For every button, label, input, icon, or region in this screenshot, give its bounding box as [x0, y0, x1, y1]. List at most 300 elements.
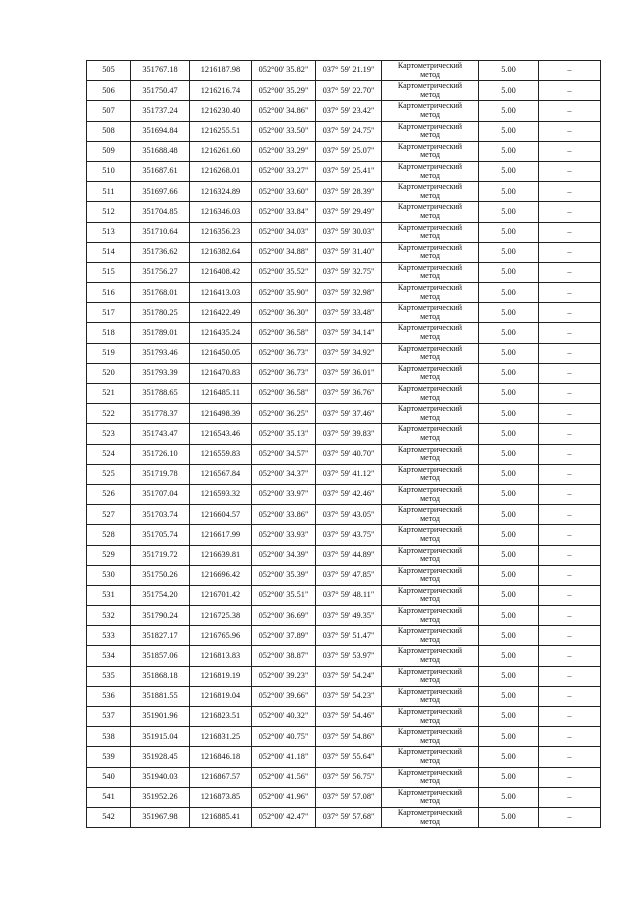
note-cell: –	[539, 222, 601, 242]
method-label-line1: Картометрический	[397, 727, 463, 737]
note-cell: –	[539, 202, 601, 222]
method-label-line2: метод	[420, 412, 440, 422]
longitude-cell: 037° 59' 57.08"	[316, 787, 382, 807]
note-cell: –	[539, 384, 601, 404]
method-label-line2: метод	[420, 291, 440, 301]
accuracy-cell: 5.00	[479, 161, 539, 181]
longitude-cell: 037° 59' 37.46"	[316, 404, 382, 424]
method-label-line2: метод	[420, 473, 440, 483]
y-coordinate-cell: 1216356.23	[190, 222, 252, 242]
method-label-line2: метод	[420, 89, 440, 99]
accuracy-cell: 5.00	[479, 121, 539, 141]
table-body	[87, 61, 601, 828]
method-label-line1: Картометрический	[397, 343, 463, 353]
method-label-line1: Картометрический	[397, 807, 463, 817]
longitude-cell: 037° 59' 43.75"	[316, 525, 382, 545]
longitude-cell: 037° 59' 36.76"	[316, 384, 382, 404]
x-coordinate-cell: 351710.64	[131, 222, 190, 242]
accuracy-cell: 5.00	[479, 767, 539, 787]
longitude-cell: 037° 59' 53.97"	[316, 646, 382, 666]
accuracy-cell: 5.00	[479, 404, 539, 424]
note-cell: –	[539, 323, 601, 343]
latitude-cell: 052°00' 36.58"	[252, 384, 316, 404]
latitude-cell: 052°00' 35.52"	[252, 262, 316, 282]
table-row	[87, 363, 601, 383]
table-row	[87, 404, 601, 424]
y-coordinate-cell: 1216216.74	[190, 81, 252, 101]
method-cell	[382, 464, 479, 484]
method-label-line1: Картометрический	[397, 545, 463, 555]
point-number-cell: 526	[87, 484, 131, 504]
accuracy-cell: 5.00	[479, 686, 539, 706]
longitude-cell: 037° 59' 32.75"	[316, 262, 382, 282]
method-label-line2: метод	[420, 554, 440, 564]
table-row	[87, 323, 601, 343]
method-cell	[382, 666, 479, 686]
note-cell: –	[539, 666, 601, 686]
point-number-cell: 513	[87, 222, 131, 242]
method-label-line2: метод	[420, 109, 440, 119]
method-label-line1: Картометрический	[397, 363, 463, 373]
x-coordinate-cell: 351789.01	[131, 323, 190, 343]
table-row	[87, 787, 601, 807]
point-number-cell: 517	[87, 303, 131, 323]
method-label-line1: Картометрический	[397, 606, 463, 616]
method-label-line2: метод	[420, 130, 440, 140]
longitude-cell: 037° 59' 44.89"	[316, 545, 382, 565]
accuracy-cell: 5.00	[479, 283, 539, 303]
method-label-line1: Картометрический	[397, 222, 463, 232]
table-row	[87, 343, 601, 363]
latitude-cell: 052°00' 33.97"	[252, 484, 316, 504]
table-row	[87, 747, 601, 767]
table-row	[87, 101, 601, 121]
point-number-cell: 527	[87, 505, 131, 525]
point-number-cell: 537	[87, 707, 131, 727]
latitude-cell: 052°00' 34.57"	[252, 444, 316, 464]
table-row	[87, 303, 601, 323]
table-row	[87, 464, 601, 484]
method-label-line2: метод	[420, 594, 440, 604]
method-cell	[382, 606, 479, 626]
x-coordinate-cell: 351780.25	[131, 303, 190, 323]
method-cell	[382, 242, 479, 262]
method-label-line1: Картометрический	[397, 161, 463, 171]
note-cell: –	[539, 363, 601, 383]
table-row	[87, 202, 601, 222]
longitude-cell: 037° 59' 21.19"	[316, 61, 382, 81]
method-label-line1: Картометрический	[397, 323, 463, 333]
method-label-line1: Картометрический	[397, 121, 463, 131]
latitude-cell: 052°00' 35.29"	[252, 81, 316, 101]
x-coordinate-cell: 351788.65	[131, 384, 190, 404]
point-number-cell: 516	[87, 283, 131, 303]
method-label-line2: метод	[420, 755, 440, 765]
method-label-line1: Картометрический	[397, 81, 463, 91]
method-cell	[382, 161, 479, 181]
y-coordinate-cell: 1216617.99	[190, 525, 252, 545]
method-cell	[382, 626, 479, 646]
point-number-cell: 520	[87, 363, 131, 383]
latitude-cell: 052°00' 34.37"	[252, 464, 316, 484]
x-coordinate-cell: 351750.26	[131, 565, 190, 585]
longitude-cell: 037° 59' 29.49"	[316, 202, 382, 222]
note-cell: –	[539, 787, 601, 807]
method-label-line1: Картометрический	[397, 182, 463, 192]
table-row	[87, 686, 601, 706]
x-coordinate-cell: 351737.24	[131, 101, 190, 121]
method-label-line2: метод	[420, 231, 440, 241]
table-row	[87, 222, 601, 242]
table-row	[87, 807, 601, 827]
note-cell: –	[539, 525, 601, 545]
method-label-line2: метод	[420, 816, 440, 826]
latitude-cell: 052°00' 37.89"	[252, 626, 316, 646]
note-cell: –	[539, 141, 601, 161]
method-label-line1: Картометрический	[397, 424, 463, 434]
method-label-line1: Картометрический	[397, 101, 463, 111]
x-coordinate-cell: 351901.96	[131, 707, 190, 727]
table-row	[87, 141, 601, 161]
method-cell	[382, 202, 479, 222]
point-number-cell: 519	[87, 343, 131, 363]
method-label-line2: метод	[420, 332, 440, 342]
method-label-line2: метод	[420, 271, 440, 281]
note-cell: –	[539, 807, 601, 827]
point-number-cell: 511	[87, 182, 131, 202]
method-cell	[382, 686, 479, 706]
point-number-cell: 531	[87, 585, 131, 605]
table-row	[87, 384, 601, 404]
x-coordinate-cell: 351793.39	[131, 363, 190, 383]
x-coordinate-cell: 351952.26	[131, 787, 190, 807]
longitude-cell: 037° 59' 41.12"	[316, 464, 382, 484]
longitude-cell: 037° 59' 30.03"	[316, 222, 382, 242]
method-label-line1: Картометрический	[397, 262, 463, 272]
x-coordinate-cell: 351778.37	[131, 404, 190, 424]
note-cell: –	[539, 424, 601, 444]
point-number-cell: 528	[87, 525, 131, 545]
longitude-cell: 037° 59' 54.86"	[316, 727, 382, 747]
method-cell	[382, 303, 479, 323]
accuracy-cell: 5.00	[479, 464, 539, 484]
point-number-cell: 523	[87, 424, 131, 444]
method-cell	[382, 585, 479, 605]
table-row	[87, 646, 601, 666]
table-row	[87, 767, 601, 787]
table-row	[87, 545, 601, 565]
longitude-cell: 037° 59' 43.05"	[316, 505, 382, 525]
latitude-cell: 052°00' 41.18"	[252, 747, 316, 767]
x-coordinate-cell: 351750.47	[131, 81, 190, 101]
x-coordinate-cell: 351726.10	[131, 444, 190, 464]
latitude-cell: 052°00' 33.27"	[252, 161, 316, 181]
longitude-cell: 037° 59' 49.35"	[316, 606, 382, 626]
method-label-line2: метод	[420, 352, 440, 362]
accuracy-cell: 5.00	[479, 505, 539, 525]
note-cell: –	[539, 767, 601, 787]
y-coordinate-cell: 1216422.49	[190, 303, 252, 323]
method-label-line1: Картометрический	[397, 525, 463, 535]
longitude-cell: 037° 59' 54.24"	[316, 666, 382, 686]
y-coordinate-cell: 1216346.03	[190, 202, 252, 222]
longitude-cell: 037° 59' 47.85"	[316, 565, 382, 585]
method-label-line1: Картометрический	[397, 686, 463, 696]
method-label-line1: Картометрический	[397, 464, 463, 474]
longitude-cell: 037° 59' 24.75"	[316, 121, 382, 141]
longitude-cell: 037° 59' 39.83"	[316, 424, 382, 444]
point-number-cell: 521	[87, 384, 131, 404]
table-row	[87, 606, 601, 626]
accuracy-cell: 5.00	[479, 424, 539, 444]
latitude-cell: 052°00' 34.86"	[252, 101, 316, 121]
longitude-cell: 037° 59' 34.14"	[316, 323, 382, 343]
method-cell	[382, 727, 479, 747]
table-row	[87, 283, 601, 303]
method-cell	[382, 323, 479, 343]
y-coordinate-cell: 1216485.11	[190, 384, 252, 404]
x-coordinate-cell: 351687.61	[131, 161, 190, 181]
note-cell: –	[539, 464, 601, 484]
point-number-cell: 505	[87, 61, 131, 81]
latitude-cell: 052°00' 35.13"	[252, 424, 316, 444]
method-cell	[382, 747, 479, 767]
y-coordinate-cell: 1216846.18	[190, 747, 252, 767]
latitude-cell: 052°00' 36.58"	[252, 323, 316, 343]
latitude-cell: 052°00' 36.73"	[252, 363, 316, 383]
y-coordinate-cell: 1216725.38	[190, 606, 252, 626]
longitude-cell: 037° 59' 54.46"	[316, 707, 382, 727]
longitude-cell: 037° 59' 36.01"	[316, 363, 382, 383]
latitude-cell: 052°00' 33.93"	[252, 525, 316, 545]
note-cell: –	[539, 484, 601, 504]
note-cell: –	[539, 747, 601, 767]
latitude-cell: 052°00' 39.23"	[252, 666, 316, 686]
latitude-cell: 052°00' 36.30"	[252, 303, 316, 323]
accuracy-cell: 5.00	[479, 262, 539, 282]
method-label-line1: Картометрический	[397, 404, 463, 414]
method-label-line2: метод	[420, 655, 440, 665]
x-coordinate-cell: 351790.24	[131, 606, 190, 626]
latitude-cell: 052°00' 33.50"	[252, 121, 316, 141]
y-coordinate-cell: 1216604.57	[190, 505, 252, 525]
longitude-cell: 037° 59' 33.48"	[316, 303, 382, 323]
y-coordinate-cell: 1216261.60	[190, 141, 252, 161]
accuracy-cell: 5.00	[479, 242, 539, 262]
x-coordinate-cell: 351967.98	[131, 807, 190, 827]
latitude-cell: 052°00' 38.87"	[252, 646, 316, 666]
note-cell: –	[539, 303, 601, 323]
point-number-cell: 538	[87, 727, 131, 747]
table-row	[87, 424, 601, 444]
method-cell	[382, 545, 479, 565]
latitude-cell: 052°00' 41.56"	[252, 767, 316, 787]
method-label-line1: Картометрический	[397, 747, 463, 757]
note-cell: –	[539, 646, 601, 666]
latitude-cell: 052°00' 35.90"	[252, 283, 316, 303]
accuracy-cell: 5.00	[479, 81, 539, 101]
longitude-cell: 037° 59' 42.46"	[316, 484, 382, 504]
x-coordinate-cell: 351697.66	[131, 182, 190, 202]
method-label-line2: метод	[420, 513, 440, 523]
x-coordinate-cell: 351688.48	[131, 141, 190, 161]
method-label-line2: метод	[420, 210, 440, 220]
y-coordinate-cell: 1216639.81	[190, 545, 252, 565]
accuracy-cell: 5.00	[479, 101, 539, 121]
method-label-line1: Картометрический	[397, 242, 463, 252]
x-coordinate-cell: 351736.62	[131, 242, 190, 262]
accuracy-cell: 5.00	[479, 727, 539, 747]
method-label-line2: метод	[420, 453, 440, 463]
x-coordinate-cell: 351743.47	[131, 424, 190, 444]
method-label-line1: Картометрический	[397, 787, 463, 797]
latitude-cell: 052°00' 35.82"	[252, 61, 316, 81]
method-label-line2: метод	[420, 735, 440, 745]
method-label-line2: метод	[420, 150, 440, 160]
y-coordinate-cell: 1216559.83	[190, 444, 252, 464]
y-coordinate-cell: 1216187.98	[190, 61, 252, 81]
table-row	[87, 525, 601, 545]
y-coordinate-cell: 1216382.64	[190, 242, 252, 262]
method-cell	[382, 222, 479, 242]
table-row	[87, 565, 601, 585]
note-cell: –	[539, 343, 601, 363]
note-cell: –	[539, 686, 601, 706]
x-coordinate-cell: 351868.18	[131, 666, 190, 686]
accuracy-cell: 5.00	[479, 787, 539, 807]
method-label-line2: метод	[420, 715, 440, 725]
method-label-line2: метод	[420, 614, 440, 624]
x-coordinate-cell: 351719.72	[131, 545, 190, 565]
point-number-cell: 518	[87, 323, 131, 343]
longitude-cell: 037° 59' 54.23"	[316, 686, 382, 706]
point-number-cell: 510	[87, 161, 131, 181]
note-cell: –	[539, 262, 601, 282]
table-row	[87, 484, 601, 504]
y-coordinate-cell: 1216696.42	[190, 565, 252, 585]
x-coordinate-cell: 351705.74	[131, 525, 190, 545]
method-label-line2: метод	[420, 432, 440, 442]
accuracy-cell: 5.00	[479, 807, 539, 827]
method-cell	[382, 444, 479, 464]
latitude-cell: 052°00' 35.51"	[252, 585, 316, 605]
accuracy-cell: 5.00	[479, 666, 539, 686]
method-cell	[382, 484, 479, 504]
point-number-cell: 536	[87, 686, 131, 706]
y-coordinate-cell: 1216255.51	[190, 121, 252, 141]
note-cell: –	[539, 727, 601, 747]
point-number-cell: 533	[87, 626, 131, 646]
method-cell	[382, 121, 479, 141]
method-cell	[382, 101, 479, 121]
y-coordinate-cell: 1216593.32	[190, 484, 252, 504]
y-coordinate-cell: 1216765.96	[190, 626, 252, 646]
table-row	[87, 81, 601, 101]
method-label-line1: Картометрический	[397, 141, 463, 151]
y-coordinate-cell: 1216867.57	[190, 767, 252, 787]
note-cell: –	[539, 606, 601, 626]
accuracy-cell: 5.00	[479, 747, 539, 767]
accuracy-cell: 5.00	[479, 565, 539, 585]
x-coordinate-cell: 351694.84	[131, 121, 190, 141]
method-label-line1: Картометрический	[397, 283, 463, 293]
y-coordinate-cell: 1216823.51	[190, 707, 252, 727]
method-label-line2: метод	[420, 251, 440, 261]
table-row	[87, 585, 601, 605]
accuracy-cell: 5.00	[479, 61, 539, 81]
note-cell: –	[539, 61, 601, 81]
note-cell: –	[539, 121, 601, 141]
y-coordinate-cell: 1216230.40	[190, 101, 252, 121]
table-row	[87, 242, 601, 262]
method-cell	[382, 424, 479, 444]
longitude-cell: 037° 59' 55.64"	[316, 747, 382, 767]
point-number-cell: 506	[87, 81, 131, 101]
point-number-cell: 529	[87, 545, 131, 565]
table-row	[87, 121, 601, 141]
point-number-cell: 541	[87, 787, 131, 807]
y-coordinate-cell: 1216819.19	[190, 666, 252, 686]
accuracy-cell: 5.00	[479, 444, 539, 464]
method-label-line1: Картометрический	[397, 384, 463, 393]
x-coordinate-cell: 351767.18	[131, 61, 190, 81]
point-number-cell: 539	[87, 747, 131, 767]
accuracy-cell: 5.00	[479, 525, 539, 545]
y-coordinate-cell: 1216268.01	[190, 161, 252, 181]
latitude-cell: 052°00' 42.47"	[252, 807, 316, 827]
method-label-line1: Картометрический	[397, 626, 463, 636]
method-cell	[382, 283, 479, 303]
y-coordinate-cell: 1216413.03	[190, 283, 252, 303]
x-coordinate-cell: 351707.04	[131, 484, 190, 504]
table-row	[87, 444, 601, 464]
latitude-cell: 052°00' 40.32"	[252, 707, 316, 727]
longitude-cell: 037° 59' 51.47"	[316, 626, 382, 646]
method-label-line2: метод	[420, 796, 440, 806]
method-cell	[382, 182, 479, 202]
x-coordinate-cell: 351754.20	[131, 585, 190, 605]
y-coordinate-cell: 1216819.04	[190, 686, 252, 706]
point-number-cell: 509	[87, 141, 131, 161]
method-cell	[382, 262, 479, 282]
table-row	[87, 161, 601, 181]
y-coordinate-cell: 1216470.83	[190, 363, 252, 383]
note-cell: –	[539, 182, 601, 202]
table-row	[87, 707, 601, 727]
y-coordinate-cell: 1216543.46	[190, 424, 252, 444]
method-label-line2: метод	[420, 372, 440, 382]
y-coordinate-cell: 1216831.25	[190, 727, 252, 747]
latitude-cell: 052°00' 33.86"	[252, 505, 316, 525]
method-cell	[382, 384, 479, 404]
method-label-line1: Картометрический	[397, 646, 463, 656]
method-cell	[382, 767, 479, 787]
y-coordinate-cell: 1216701.42	[190, 585, 252, 605]
point-number-cell: 540	[87, 767, 131, 787]
accuracy-cell: 5.00	[479, 384, 539, 404]
accuracy-cell: 5.00	[479, 141, 539, 161]
table-row	[87, 727, 601, 747]
accuracy-cell: 5.00	[479, 323, 539, 343]
accuracy-cell: 5.00	[479, 646, 539, 666]
longitude-cell: 037° 59' 34.92"	[316, 343, 382, 363]
point-number-cell: 512	[87, 202, 131, 222]
x-coordinate-cell: 351768.01	[131, 283, 190, 303]
method-label-line1: Картометрический	[397, 767, 463, 777]
y-coordinate-cell: 1216885.41	[190, 807, 252, 827]
note-cell: –	[539, 545, 601, 565]
latitude-cell: 052°00' 34.39"	[252, 545, 316, 565]
